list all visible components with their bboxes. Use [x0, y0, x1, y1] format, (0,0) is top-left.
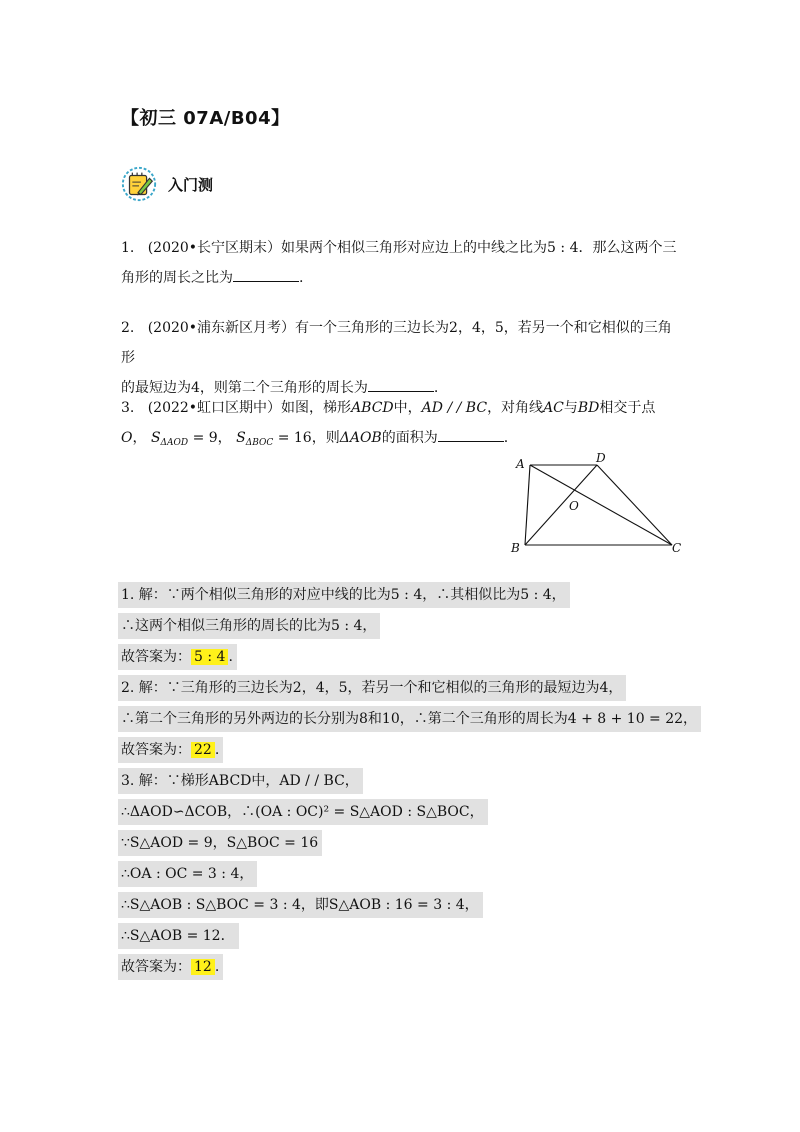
q3-line-1: 3. (2022•虹口区期中）如图，梯形ABCD中，AD / / BC，对角线AC与BD相交于点	[121, 400, 656, 416]
answer-line: 故答案为： 5 : 4 .	[118, 644, 237, 670]
answer-line: 故答案为： 22 .	[118, 737, 223, 763]
side-ab	[525, 465, 530, 545]
vertex-c-label: C	[672, 541, 682, 555]
section-header	[120, 164, 213, 204]
diagonal-bd	[525, 465, 597, 545]
vertex-d-label: D	[596, 452, 606, 465]
page-title: 【初三 07A/B04】	[121, 108, 290, 129]
vertex-b-label: B	[511, 541, 520, 555]
solution-line: ∴OA : OC = 3 : 4，	[118, 861, 257, 887]
solution-line: 3. 解：∵梯形ABCD中，AD / / BC，	[118, 768, 363, 794]
answer-highlight: 22	[191, 742, 215, 758]
answer-highlight: 12	[191, 959, 215, 975]
question-2	[121, 313, 681, 403]
q1-line-1: 1. (2020•长宁区期末）如果两个相似三角形对应边上的中线之比为5 : 4．那么这两个三	[121, 240, 677, 256]
solution-line: 2. 解：∵三角形的三边长为2，4，5，若另一个和它相似的三角形的最短边为4，	[118, 675, 626, 701]
q2-line-1: 2. (2020•浦东新区月考）有一个三角形的三边长为2，4，5，若另一个和它相似的三角形	[121, 320, 672, 366]
vertex-a-label: A	[516, 457, 525, 471]
side-dc	[597, 465, 672, 545]
q3-line-2: O， $S_{\Delta AOD} = 9$， $S_{\Delta BOC} = 16$，则ΔAOB的面积为 .	[121, 423, 681, 458]
answer-blank	[233, 267, 299, 282]
solution-line: ∴这两个相似三角形的周长的比为5 : 4，	[118, 613, 380, 639]
answer-blank	[438, 427, 504, 442]
question-1	[121, 233, 681, 293]
solution-line: ∴第二个三角形的另外两边的长分别为8和10，∴第二个三角形的周长为4 + 8 + 10 = 22，	[118, 706, 701, 732]
trapezoid-figure	[508, 452, 688, 556]
solution-line: 1. 解：∵两个相似三角形的对应中线的比为5 : 4，∴其相似比为5 : 4，	[118, 582, 570, 608]
point-o-label: O	[569, 499, 579, 513]
answer-line: 故答案为： 12 .	[118, 954, 223, 980]
question-3	[121, 393, 681, 458]
answer-blank	[368, 377, 434, 392]
section-label: 入门测	[168, 175, 214, 194]
solutions	[118, 582, 698, 985]
q1-line-2: 角形的周长之比为 .	[121, 263, 681, 293]
solution-line: ∴S△AOB : S△BOC = 3 : 4，即S△AOB : 16 = 3 : 4，	[118, 892, 483, 918]
diagonal-ac	[530, 465, 672, 545]
solution-line: ∴S△AOB = 12．	[118, 923, 239, 949]
pencil-notepad-icon	[120, 165, 158, 203]
solution-line: ∴ΔAOD∽ΔCOB，∴(OA : OC)² = S△AOD : S△BOC，	[118, 799, 488, 825]
solution-line: ∵S△AOD = 9，S△BOC = 16	[118, 830, 322, 856]
q2-line-2: 的最短边为4，则第二个三角形的周长为 .	[121, 373, 681, 403]
answer-highlight: 5 : 4	[191, 649, 228, 665]
